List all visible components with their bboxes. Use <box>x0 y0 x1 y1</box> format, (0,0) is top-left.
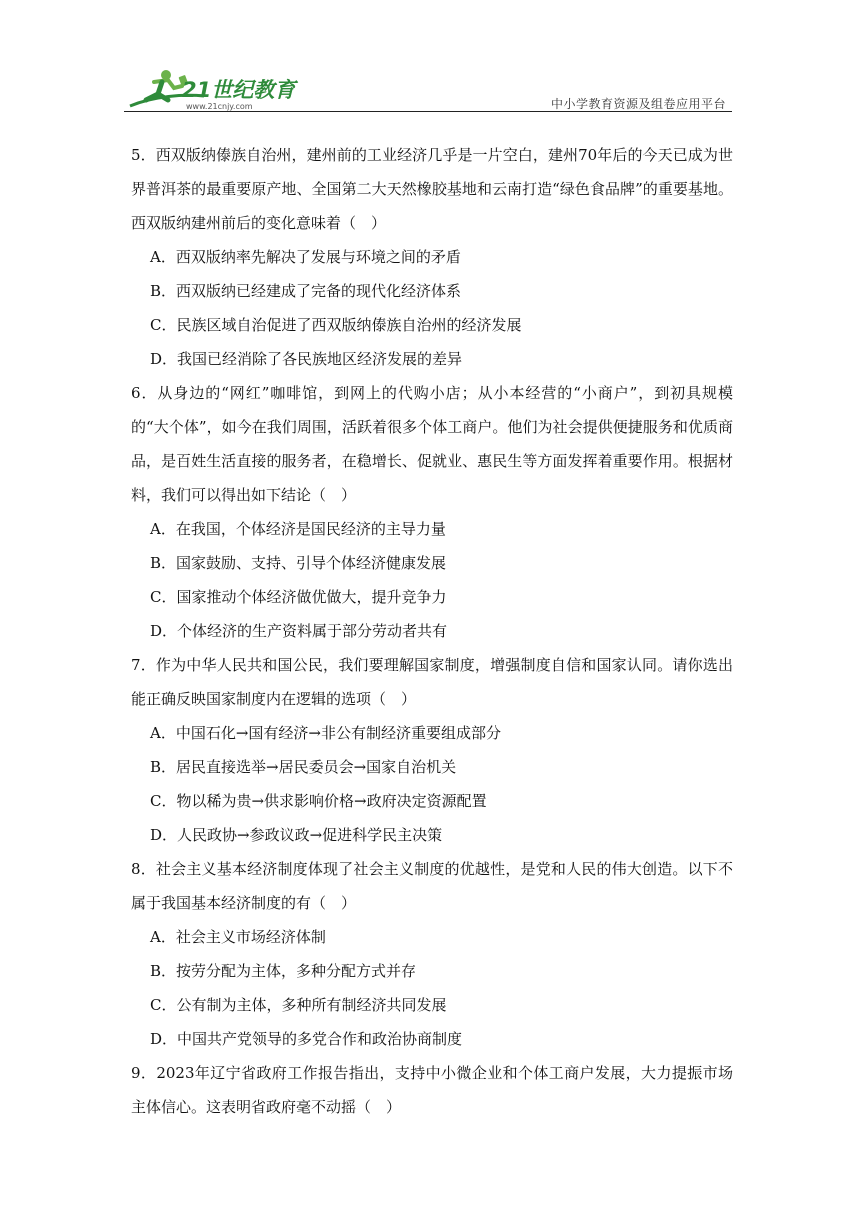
page-header <box>124 66 732 116</box>
answer-option: C．物以稀为贵→供求影响价格→政府决定资源配置 <box>150 792 487 810</box>
question-item <box>131 138 733 376</box>
question-list <box>131 138 733 1124</box>
question-item <box>131 1056 733 1124</box>
question-stem: 8．社会主义基本经济制度体现了社会主义制度的优越性，是党和人民的伟大创造。以下不属于我国基本经济制度的有（ ） <box>131 860 733 912</box>
answer-option: D．我国已经消除了各民族地区经济发展的差异 <box>150 350 463 368</box>
answer-option: C．国家推动个体经济做优做大，提升竞争力 <box>150 588 447 606</box>
answer-option: A．中国石化→国有经济→非公有制经济重要组成部分 <box>150 724 501 742</box>
question-stem: 5．西双版纳傣族自治州，建州前的工业经济几乎是一片空白，建州70年后的今天已成为世界普洱茶的最重要原产地、全国第二大天然橡胶基地和云南打造“绿色食品牌”的重要基地。西双版纳建州前后的变化意味着（ ） <box>131 146 733 232</box>
question-stem: 9．2023年辽宁省政府工作报告指出，支持中小微企业和个体工商户发展，大力提振市场主体信心。这表明省政府毫不动摇（ ） <box>131 1064 733 1116</box>
answer-option: C．公有制为主体，多种所有制经济共同发展 <box>150 996 447 1014</box>
answer-option: C．民族区域自治促进了西双版纳傣族自治州的经济发展 <box>150 316 522 334</box>
question-item <box>131 648 733 852</box>
answer-option: A．社会主义市场经济体制 <box>150 928 326 946</box>
logo-text: 21世纪教育 <box>182 78 296 102</box>
question-stem: 6．从身边的“网红”咖啡馆，到网上的代购小店；从小本经营的“小商户”，到初具规模的“大个体”，如今在我们周围，活跃着很多个体工商户。他们为社会提供便捷服务和优质商品，是百姓生活直接的服务者，在稳增长、促就业、惠民生等方面发挥着重要作用。根据材料，我们可以得出如下结论（ ） <box>131 384 733 504</box>
answer-option: D．个体经济的生产资料属于部分劳动者共有 <box>150 622 448 640</box>
answer-option: D．人民政协→参政议政→促进科学民主决策 <box>150 826 443 844</box>
question-item <box>131 852 733 1056</box>
answer-option: B．居民直接选举→居民委员会→国家自治机关 <box>150 758 457 776</box>
answer-option: B．按劳分配为主体，多种分配方式并存 <box>150 962 417 980</box>
answer-option: B．国家鼓励、支持、引导个体经济健康发展 <box>150 554 447 572</box>
answer-option: D．中国共产党领导的多党合作和政治协商制度 <box>150 1030 463 1048</box>
question-stem: 7．作为中华人民共和国公民，我们要理解国家制度，增强制度自信和国家认同。请你选出能正确反映国家制度内在逻辑的选项（ ） <box>131 656 733 708</box>
answer-option: A．西双版纳率先解决了发展与环境之间的矛盾 <box>150 248 461 266</box>
21cnjy-logo <box>124 66 299 114</box>
platform-name: 中小学教育资源及组卷应用平台 <box>550 97 726 111</box>
question-item <box>131 376 733 648</box>
answer-option: A．在我国，个体经济是国民经济的主导力量 <box>150 520 446 538</box>
logo-url: www.21cnjy.com <box>186 102 253 111</box>
answer-option: B．西双版纳已经建成了完备的现代化经济体系 <box>150 282 462 300</box>
